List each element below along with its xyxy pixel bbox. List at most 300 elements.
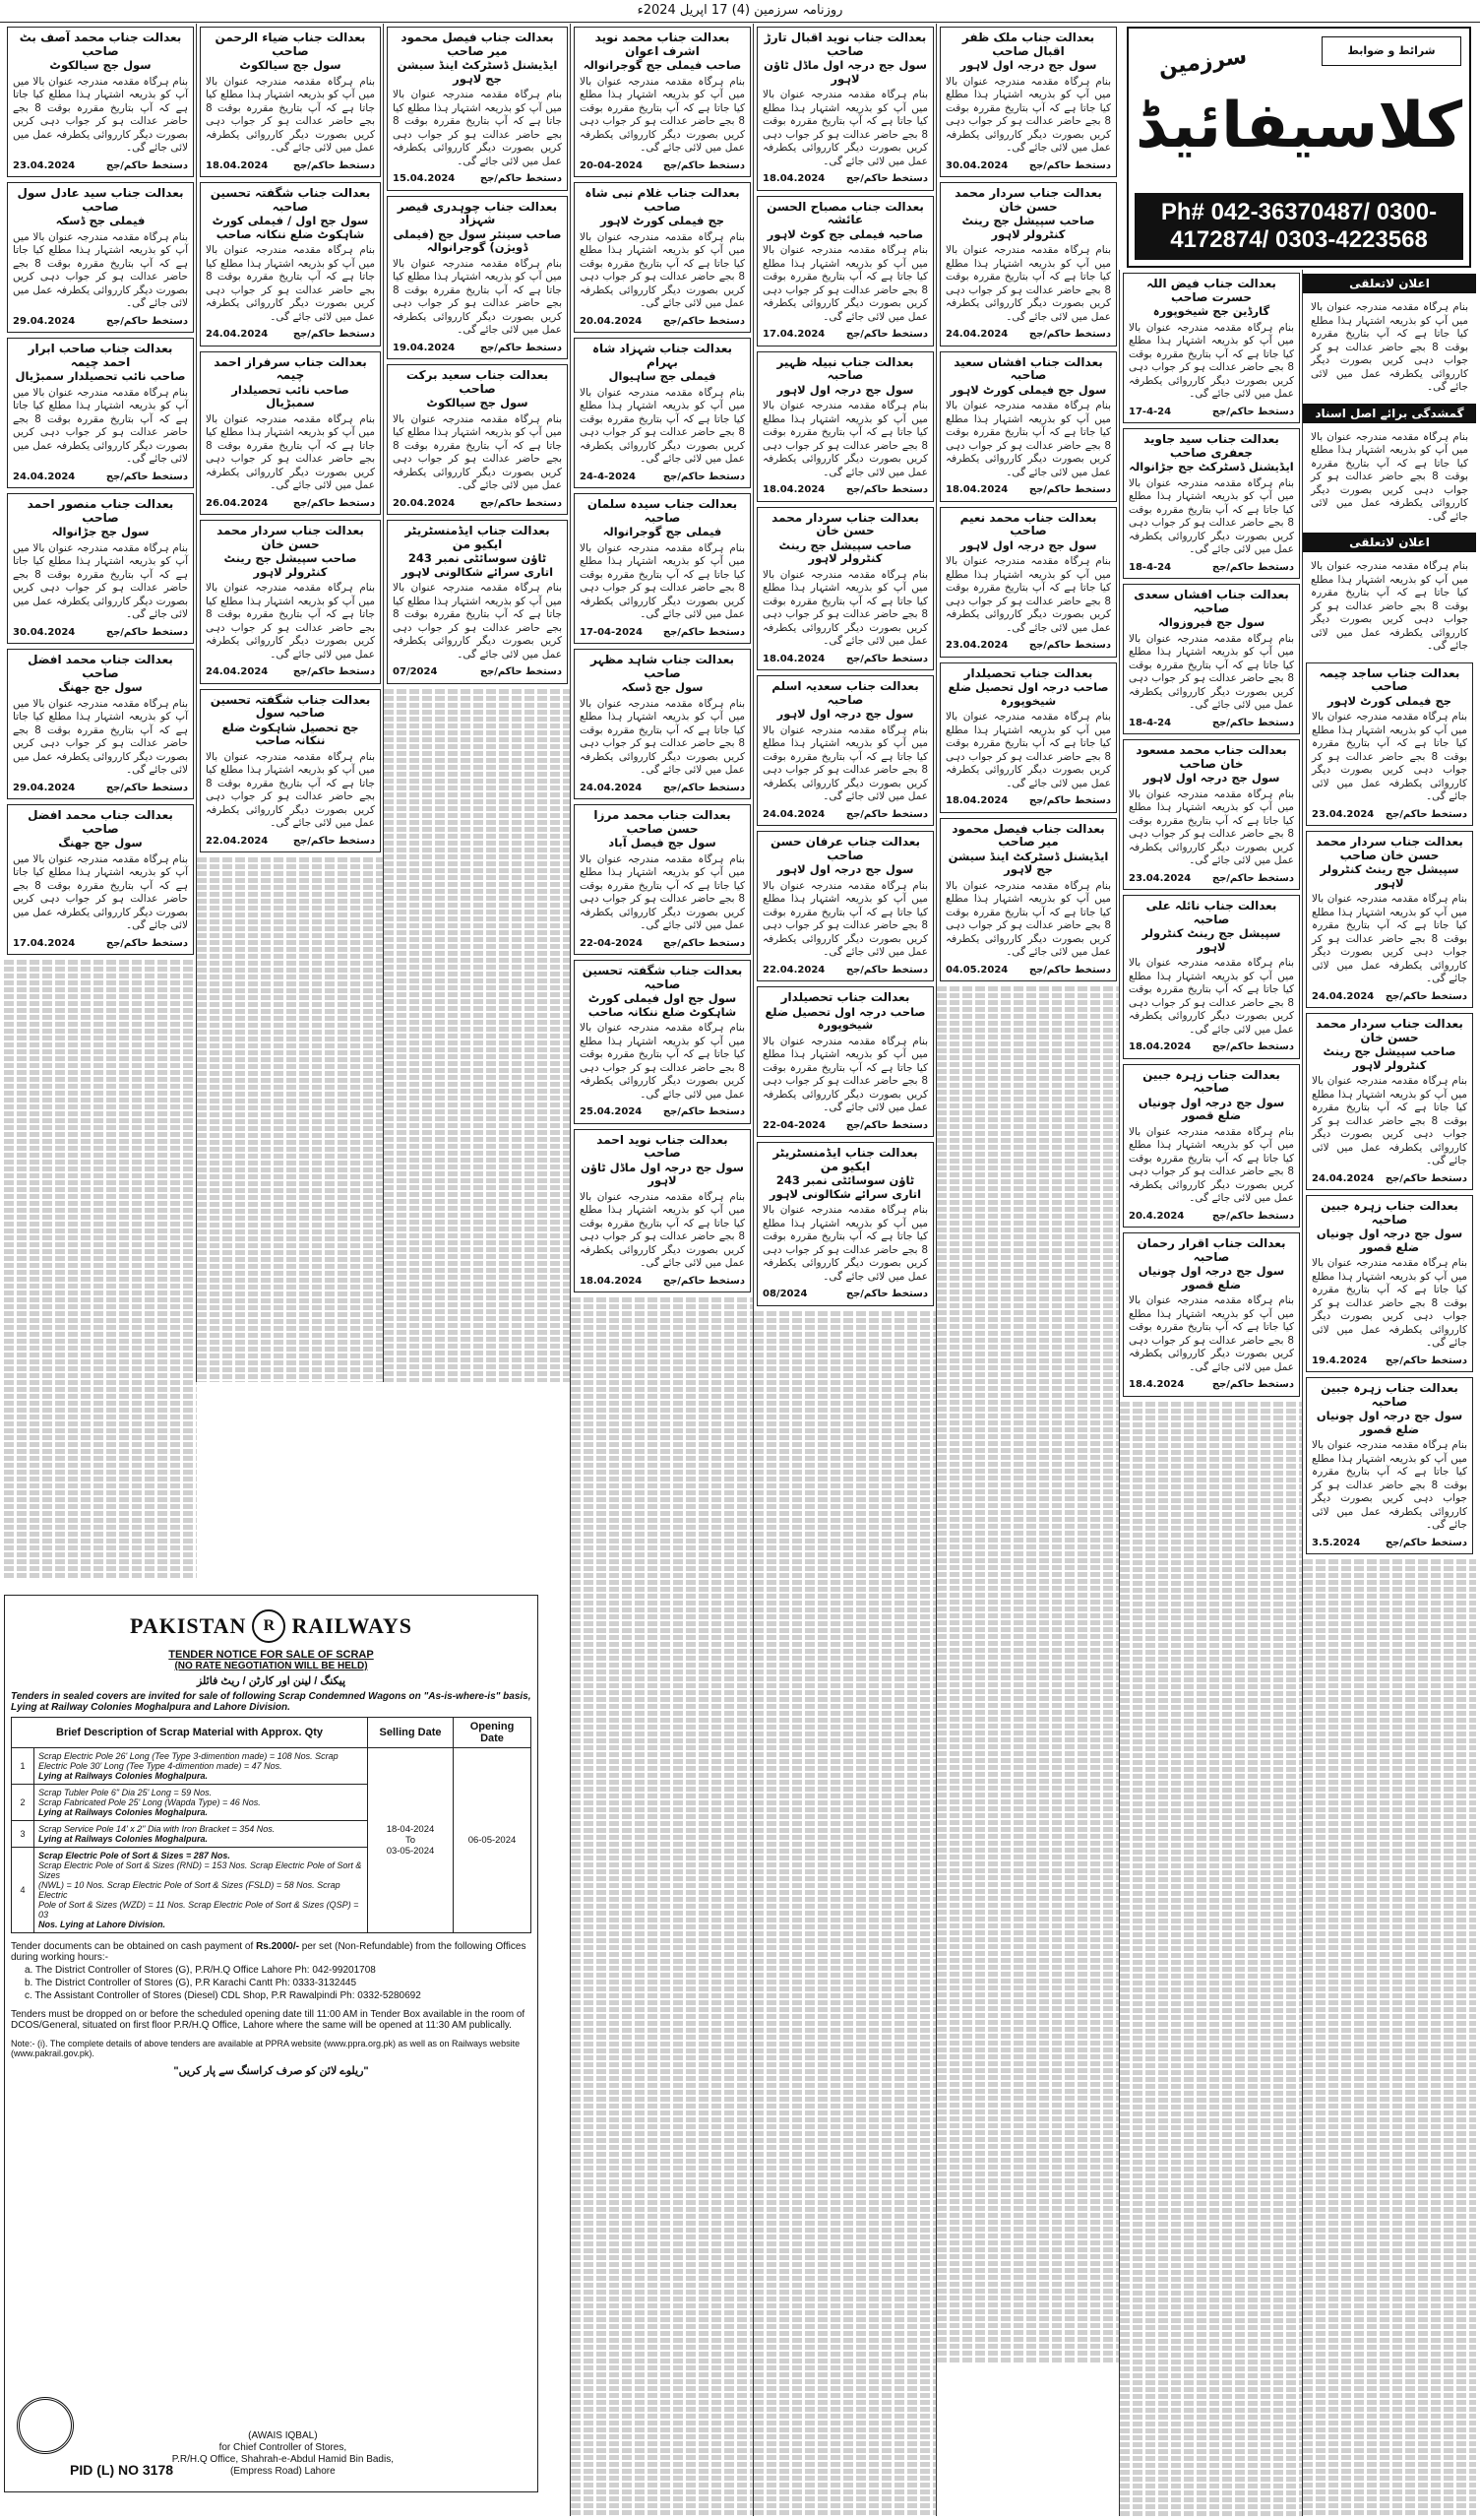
court-title: بعدالت جناب سید جاوید جعفری صاحب [1143, 432, 1279, 460]
notice-date: 24.04.2024 [763, 808, 826, 820]
notice-signature [1312, 1172, 1467, 1186]
court-notice [7, 493, 194, 644]
notice-signature [1129, 1040, 1294, 1054]
row-number: 3 [12, 1821, 34, 1848]
court-notice [7, 338, 194, 488]
notice-signature [1129, 717, 1294, 730]
court-notice [1123, 739, 1300, 890]
phone-numbers: Ph# 042-36370487/ 0300-4172874/ 0303-4223568 [1135, 193, 1463, 260]
court-title: بعدالت جناب شگفتہ تحسین صاحبہ سول [210, 692, 371, 720]
court-name: ایڈیشنل ڈسٹرکٹ جج جڑانوالہ [1129, 460, 1294, 473]
notice-signature [763, 964, 928, 977]
tender-subtitle: (NO RATE NEGOTIATION WILL BE HELD) [174, 1661, 368, 1671]
court-name: سول جج ڈسکہ [621, 680, 704, 694]
court-notice [1123, 273, 1300, 423]
signer-block: (AWAIS IQBAL) for Chief Controller of Stores, P.R/H.Q Office, Shahrah-e-Abdul Hamid Bin Badis, (Empress Road) Lahore [171, 2430, 394, 2477]
court-notice [940, 818, 1117, 982]
court-notice [7, 804, 194, 955]
court-name: سول جج جھنگ [58, 680, 143, 694]
notice-date: 24-4-2024 [580, 471, 637, 482]
notice-date: 29.04.2024 [13, 315, 76, 327]
court-notice [387, 520, 568, 684]
signature-label: دستخط حاکم/جج [1385, 808, 1467, 820]
signature-label: دستخط حاکم/جج [845, 329, 928, 340]
notice-signature [206, 497, 375, 511]
notice-signature [13, 937, 188, 951]
signature-label: دستخط حاکم/جج [845, 173, 928, 184]
court-notice [757, 351, 934, 502]
classified-masthead [1127, 27, 1471, 268]
court-notice [940, 351, 1117, 502]
notice-date: 26.04.2024 [206, 497, 269, 509]
court-title: بعدالت جناب ضیاء الرحمن صاحب [215, 31, 366, 58]
notice-date: 23.04.2024 [13, 159, 76, 171]
notice-date: 17.04.2024 [763, 329, 826, 340]
court-name: سول جج درجہ اول لاہور [1142, 771, 1280, 785]
court-notice [757, 27, 934, 191]
notice-signature [206, 159, 375, 173]
notice-body: بنام ہرگاہ مقدمہ مندرجہ عنوان بالا میں آپ کو بذریعہ اشتہار ہذا مطلع کیا جاتا ہے کہ آپ بتاریخ مقررہ بوقت 8 بجے حاضر عدالت ہو کر جواب دہی کریں بصورت دیگر کارروائی یکطرفہ عمل میں لائی جائے گی۔ [393, 89, 562, 167]
court-title: بعدالت جناب سردار محمد حسن خان [216, 524, 364, 551]
railways-logo [11, 1609, 531, 1643]
notice-body: بنام ہرگاہ مقدمہ مندرجہ عنوان بالا میں آپ کو بذریعہ اشتہار ہذا مطلع کیا جاتا ہے کہ آپ بتاریخ مقررہ بوقت 8 بجے حاضر عدالت ہو کر جواب دہی کریں بصورت دیگر کارروائی یکطرفہ عمل میں لائی جائے گی۔ [393, 412, 562, 491]
signature-label: دستخط حاکم/جج [662, 937, 745, 949]
signature-label: دستخط حاکم/جج [845, 1289, 928, 1299]
notice-date: 18.04.2024 [946, 795, 1009, 806]
notice-date: 22-04-2024 [763, 1119, 826, 1131]
notice-date: 24.04.2024 [206, 666, 269, 677]
notice-body: بنام ہرگاہ مقدمہ مندرجہ عنوان بالا میں آپ کو بذریعہ اشتہار ہذا مطلع کیا جاتا ہے کہ آپ بتاریخ مقررہ بوقت 8 بجے حاضر عدالت ہو کر جواب دہی کریں بصورت دیگر کارروائی یکطرفہ عمل میں لائی جائے گی۔ [1129, 1294, 1294, 1373]
court-notice [574, 804, 751, 955]
notice-body: بنام ہرگاہ مقدمہ مندرجہ عنوان بالا میں آپ کو بذریعہ اشتہار ہذا مطلع کیا جاتا ہے کہ آپ بتاریخ مقررہ بوقت 8 بجے حاضر عدالت ہو کر جواب دہی کریں بصورت دیگر کارروائی یکطرفہ عمل میں لائی جائے گی۔ [13, 852, 188, 931]
court-title: بعدالت جناب سردار محمد حسن خان [955, 186, 1102, 214]
notice-body: بنام ہرگاہ مقدمہ مندرجہ عنوان بالا میں آپ کو بذریعہ اشتہار ہذا مطلع کیا جاتا ہے کہ آپ بتاریخ مقررہ بوقت 8 بجے حاضر عدالت ہو کر جواب دہی کریں بصورت دیگر کارروائی یکطرفہ عمل میں لائی جائے گی۔ [580, 1190, 745, 1269]
court-name: سول جج فیروزوالہ [1157, 615, 1265, 629]
court-notice [757, 507, 934, 671]
court-notice [940, 507, 1117, 658]
notice-signature [946, 328, 1111, 342]
notice-signature [763, 483, 928, 497]
terms-box: شرائط و ضوابط [1322, 36, 1461, 66]
court-notice [1123, 584, 1300, 734]
court-name: فیملی جج ساہیوال [608, 369, 716, 383]
notice-date: 30.04.2024 [946, 159, 1009, 171]
court-title: بعدالت جناب عرفان حسن صاحب [770, 835, 921, 862]
court-title: بعدالت جناب سردار محمد حسن خان [771, 510, 919, 537]
notice-signature [763, 1119, 928, 1133]
railways-seal-icon [17, 2397, 74, 2454]
signature-label: دستخط حاکم/جج [292, 835, 375, 847]
court-title: بعدالت جناب محمد نوید اشرف اعوان [594, 31, 730, 58]
notice-signature [763, 1288, 928, 1301]
court-notice [574, 338, 751, 488]
court-notice [1306, 1377, 1473, 1554]
signature-label: دستخط حاکم/جج [845, 808, 928, 820]
signature-label: دستخط حاکم/جج [479, 342, 562, 353]
notice-body: بنام ہرگاہ مقدمہ مندرجہ عنوان بالا میں آپ کو بذریعہ اشتہار ہذا مطلع کیا جاتا ہے کہ آپ بتاریخ مقررہ بوقت 8 بجے حاضر عدالت ہو کر جواب دہی کریں بصورت دیگر کارروائی یکطرفہ عمل میں لائی جائے گی۔ [1312, 711, 1467, 802]
notice-signature [763, 172, 928, 186]
notice-date: 18.04.2024 [946, 484, 1009, 495]
signature-label: دستخط حاکم/جج [105, 471, 188, 482]
notice-signature [1129, 561, 1294, 575]
court-title: بعدالت جناب افشاں سعید صاحبہ [954, 354, 1103, 382]
tender-title: TENDER NOTICE FOR SALE OF SCRAP [168, 1649, 374, 1661]
signature-label: دستخط حاکم/جج [105, 937, 188, 949]
signature-label: دستخط حاکم/جج [1211, 872, 1294, 884]
notice-signature [946, 794, 1111, 808]
court-name: سول جج درجہ اول لاہور [776, 382, 914, 397]
notice-signature [1129, 1378, 1294, 1392]
signature-label: دستخط حاکم/جج [1211, 561, 1294, 573]
notice-date: 24.04.2024 [13, 471, 76, 482]
court-notice [1123, 895, 1300, 1059]
court-name: فیملی جج گوجرانوالہ [602, 525, 722, 538]
court-name: صاحب سپیشل جج رینٹ کنٹرولر لاہور [778, 537, 912, 565]
signature-label: دستخط حاکم/جج [292, 666, 375, 677]
column-2 [196, 24, 384, 1382]
notice-signature [393, 172, 562, 186]
notice-date: 18.04.2024 [580, 1275, 643, 1287]
court-name: ایڈیشنل ڈسٹرکٹ اینڈ سیشن جج لاہور [948, 849, 1109, 876]
notice-date: 24.04.2024 [1312, 1172, 1375, 1184]
court-notice [1123, 1064, 1300, 1228]
notice-signature [580, 471, 745, 484]
column-5 [753, 24, 937, 2516]
court-title: بعدالت جناب سردار محمد حسن خان صاحب [1316, 835, 1463, 862]
court-notice [200, 520, 381, 684]
court-title: بعدالت جناب محمد آصف بٹ صاحب [19, 31, 182, 58]
signature-label: دستخط حاکم/جج [662, 471, 745, 482]
signature-label: دستخط حاکم/جج [292, 497, 375, 509]
court-notice [574, 493, 751, 644]
notice-signature [393, 665, 562, 679]
signature-label: دستخط حاکم/جج [479, 497, 562, 509]
notice-date: 23.04.2024 [1129, 872, 1192, 884]
court-name: سول جج اول / فیملی کورٹ شاہکوٹ ضلع ننکانہ صاحب [212, 214, 369, 241]
column-filler [937, 986, 1120, 2362]
court-title: بعدالت جناب افشاں سعدی صاحبہ [1134, 588, 1289, 615]
notice-signature [946, 964, 1111, 977]
court-notice [200, 689, 381, 853]
column-filler [197, 857, 384, 1382]
court-name: صاحب سپیشل جج رینٹ کنٹرولر لاہور [223, 551, 357, 579]
court-notice [1306, 1195, 1473, 1372]
signature-label: دستخط حاکم/جج [662, 1275, 745, 1287]
signature-label: دستخط حاکم/جج [662, 782, 745, 793]
court-notice [7, 27, 194, 177]
row-description: Scrap Electric Pole 26' Long (Tee Type 3-dimention made) = 108 Nos. Scrap Electric Pole 30' Long (Tee Type 4-dimention made) = 47 Nos. Lying at Railways Colonies Moghalpura. [34, 1748, 368, 1785]
court-title: بعدالت جناب محمد مسعود خان صاحب [1136, 743, 1287, 771]
row-description: Scrap Service Pole 14' x 2" Dia with Iron Bracket = 354 Nos. Lying at Railways Colonies Moghalpura. [34, 1821, 368, 1848]
court-name: صاحب سپیشل جج رینٹ کنٹرولر لاہور [961, 214, 1095, 241]
court-name: سول جج فیصل آباد [608, 836, 716, 850]
header-opening-date: Opening Date [454, 1718, 531, 1748]
court-name: سول جج درجہ اول ماڈل ٹاؤن لاہور [581, 1160, 744, 1187]
court-notice [1123, 428, 1300, 579]
notice-date: 07/2024 [393, 666, 438, 677]
notice-date: 29.04.2024 [13, 782, 76, 793]
notice-date: 30.04.2024 [13, 626, 76, 638]
court-name: سول جج درجہ اول لاہور [959, 537, 1097, 552]
signature-label: دستخط حاکم/جج [1211, 406, 1294, 417]
notice-date: 18.4.2024 [1129, 1379, 1185, 1390]
notice-body: بنام ہرگاہ مقدمہ مندرجہ عنوان بالا میں آپ کو بذریعہ اشتہار ہذا مطلع کیا جاتا ہے کہ آپ بتاریخ مقررہ بوقت 8 بجے حاضر عدالت ہو کر جواب دہی کریں بصورت دیگر کارروائی یکطرفہ عمل میں لائی جائے گی۔ [763, 244, 928, 323]
signature-label: دستخط حاکم/جج [1385, 1537, 1467, 1548]
notice-body: بنام ہرگاہ مقدمہ مندرجہ عنوان بالا میں آپ کو بذریعہ اشتہار ہذا مطلع کیا جاتا ہے کہ آپ بتاریخ مقررہ بوقت 8 بجے حاضر عدالت ہو کر جواب دہی کریں بصورت دیگر کارروائی یکطرفہ عمل میں لائی جائے گی۔ [1129, 476, 1294, 555]
court-notice [940, 27, 1117, 177]
tender-footer [11, 2375, 531, 2484]
notice-signature [13, 626, 188, 640]
notice-body: بنام ہرگاہ مقدمہ مندرجہ عنوان بالا میں آپ کو بذریعہ اشتہار ہذا مطلع کیا جاتا ہے کہ آپ بتاریخ مقررہ بوقت 8 بجے حاضر عدالت ہو کر جواب دہی کریں بصورت دیگر کارروائی یکطرفہ عمل میں لائی جائے گی۔ [206, 750, 375, 829]
notice-signature [763, 328, 928, 342]
signature-label: دستخط حاکم/جج [105, 626, 188, 638]
pid-number: PID (L) NO 3178 [70, 2462, 174, 2478]
disclaimer-heading: اعلان لاتعلقی [1303, 533, 1476, 552]
notice-body: بنام ہرگاہ مقدمہ مندرجہ عنوان بالا میں آپ کو بذریعہ اشتہار ہذا مطلع کیا جاتا ہے کہ آپ بتاریخ مقررہ بوقت 8 بجے حاضر عدالت ہو کر جواب دہی کریں بصورت دیگر کارروائی یکطرفہ عمل میں لائی جائے گی۔ [13, 697, 188, 776]
court-title: بعدالت جناب ملک ظفر اقبال صاحب [961, 31, 1095, 58]
brand-title: کلاسیفائیڈ [1135, 90, 1463, 162]
court-title: بعدالت جناب نائلہ علی صاحبہ [1145, 899, 1277, 926]
notice-signature [946, 159, 1111, 173]
office-item: b. The District Controller of Stores (G), P.R Karachi Cantt Ph: 0333-3132445 [25, 1978, 357, 1988]
column-filler [754, 1311, 937, 2517]
notice-date: 23.04.2024 [1312, 808, 1375, 820]
court-title: بعدالت جناب صاحب ابرار احمد چیمہ [28, 342, 173, 369]
court-title: بعدالت جناب ایڈمنسٹریٹر ایکیو من [772, 1146, 918, 1173]
signature-label: دستخط حاکم/جج [1028, 640, 1111, 651]
notice-body: بنام ہرگاہ مقدمہ مندرجہ عنوان بالا میں آپ کو بذریعہ اشتہار ہذا مطلع کیا جاتا ہے کہ آپ بتاریخ مقررہ بوقت 8 بجے حاضر عدالت ہو کر جواب دہی کریں بصورت دیگر کارروائی یکطرفہ عمل میں لائی جائے گی۔ [393, 582, 562, 661]
court-title: بعدالت جناب چوہدری قیصر شہزاد [397, 199, 558, 226]
court-name: صاحب سپیشل جج رینٹ کنٹرولر لاہور [1323, 1044, 1456, 1072]
notice-signature [580, 159, 745, 173]
court-title: بعدالت جناب منصور احمد صاحب [27, 497, 174, 525]
notice-date: 20-04-2024 [580, 159, 643, 171]
court-name: فیملی جج ڈسکہ [55, 214, 146, 227]
notice-date: 22.04.2024 [763, 964, 826, 976]
notice-signature [1312, 808, 1467, 822]
court-name: سول جج درجہ اول چونیاں ضلع قصور [1138, 1095, 1285, 1122]
court-name: صاحبہ فیملی جج کوٹ لاہور [767, 226, 924, 241]
notice-body: بنام ہرگاہ مقدمہ مندرجہ عنوان بالا میں آپ کو بذریعہ اشتہار ہذا مطلع کیا جاتا ہے کہ آپ بتاریخ مقررہ بوقت 8 بجے حاضر عدالت ہو کر جواب دہی کریں بصورت دیگر کارروائی یکطرفہ عمل میں لائی جائے گی۔ [580, 230, 745, 309]
column-4 [570, 24, 754, 2516]
notice-signature [393, 342, 562, 355]
court-title: بعدالت جناب ساجد چیمہ صاحب [1319, 665, 1460, 693]
court-name: سول جج سیالکوٹ [426, 396, 528, 410]
office-item: a. The District Controller of Stores (G), P.R/H.Q Office Lahore Ph: 042-99201708 [25, 1965, 376, 1976]
notice-date: 18.04.2024 [763, 173, 826, 184]
court-notice [7, 182, 194, 333]
notice-signature [580, 1105, 745, 1119]
notice-body: بنام ہرگاہ مقدمہ مندرجہ عنوان بالا میں آپ کو بذریعہ اشتہار ہذا مطلع کیا جاتا ہے کہ آپ بتاریخ مقررہ بوقت 8 بجے حاضر عدالت ہو کر جواب دہی کریں بصورت دیگر کارروائی یکطرفہ عمل میں لائی جائے گی۔ [13, 541, 188, 620]
court-title: بعدالت جناب سرفراز احمد چیمہ [214, 354, 367, 382]
notice-text: بنام ہرگاہ مقدمہ مندرجہ عنوان بالا میں آپ کو بذریعہ اشتہار ہذا مطلع کیا جاتا ہے کہ آپ بتاریخ مقررہ بوقت 8 بجے حاضر عدالت ہو کر جواب دہی کریں بصورت دیگر کارروائی یکطرفہ عمل میں لائی جائے گی۔ [1311, 560, 1469, 652]
court-name: سول جج درجہ اول لاہور [776, 707, 914, 721]
notice-signature [13, 159, 188, 173]
notice-signature [580, 782, 745, 795]
court-title: بعدالت جناب غلام نبی شاہ صاحب [585, 186, 740, 214]
court-notice [757, 675, 934, 826]
notice-date: 3.5.2024 [1312, 1537, 1361, 1548]
notice-date: 04.05.2024 [946, 964, 1009, 976]
signature-label: دستخط حاکم/جج [1385, 1172, 1467, 1184]
signature-label: دستخط حاکم/جج [1028, 329, 1111, 340]
notice-body: بنام ہرگاہ مقدمہ مندرجہ عنوان بالا میں آپ کو بذریعہ اشتہار ہذا مطلع کیا جاتا ہے کہ آپ بتاریخ مقررہ بوقت 8 بجے حاضر عدالت ہو کر جواب دہی کریں بصورت دیگر کارروائی یکطرفہ عمل میں لائی جائے گی۔ [763, 724, 928, 802]
notice-body: بنام ہرگاہ مقدمہ مندرجہ عنوان بالا میں آپ کو بذریعہ اشتہار ہذا مطلع کیا جاتا ہے کہ آپ بتاریخ مقررہ بوقت 8 بجے حاضر عدالت ہو کر جواب دہی کریں بصورت دیگر کارروائی یکطرفہ عمل میں لائی جائے گی۔ [206, 244, 375, 323]
notice-signature [946, 483, 1111, 497]
notice-body: بنام ہرگاہ مقدمہ مندرجہ عنوان بالا میں آپ کو بذریعہ اشتہار ہذا مطلع کیا جاتا ہے کہ آپ بتاریخ مقررہ بوقت 8 بجے حاضر عدالت ہو کر جواب دہی کریں بصورت دیگر کارروائی یکطرفہ عمل میں لائی جائے گی۔ [946, 75, 1111, 154]
notice-date: 17.04.2024 [13, 937, 76, 949]
signature-label: دستخط حاکم/جج [479, 666, 562, 677]
court-title: بعدالت جناب اقرار رحمان صاحبہ [1137, 1236, 1286, 1264]
court-title: بعدالت جناب محمد نعیم صاحب [959, 510, 1097, 537]
court-title: بعدالت جناب محمد افضل صاحب [28, 808, 173, 836]
scrap-table [11, 1717, 531, 1933]
court-notice [1123, 1232, 1300, 1397]
court-name: سول جج اول فیملی کورٹ شاہکوٹ ضلع ننکانہ صاحب [587, 991, 737, 1019]
notice-signature [1129, 872, 1294, 886]
court-name: سپیشل جج رینٹ کنٹرولر لاہور [1320, 862, 1459, 890]
notice-body: بنام ہرگاہ مقدمہ مندرجہ عنوان بالا میں آپ کو بذریعہ اشتہار ہذا مطلع کیا جاتا ہے کہ آپ بتاریخ مقررہ بوقت 8 بجے حاضر عدالت ہو کر جواب دہی کریں بصورت دیگر کارروائی یکطرفہ عمل میں لائی جائے گی۔ [1129, 632, 1294, 711]
notice-signature [763, 653, 928, 666]
railways-brand-right: RAILWAYS [291, 1613, 412, 1638]
court-name: صاحب درجہ اول تحصیل ضلع شیخوپورہ [948, 680, 1109, 708]
court-name: ٹاؤن سوسائٹی نمبر 243 اتاری سرائے شکالونی لاہور [401, 551, 554, 579]
notice-body: بنام ہرگاہ مقدمہ مندرجہ عنوان بالا میں آپ کو بذریعہ اشتہار ہذا مطلع کیا جاتا ہے کہ آپ بتاریخ مقررہ بوقت 8 بجے حاضر عدالت ہو کر جواب دہی کریں بصورت دیگر کارروائی یکطرفہ عمل میں لائی جائے گی۔ [580, 852, 745, 931]
notice-body: بنام ہرگاہ مقدمہ مندرجہ عنوان بالا میں آپ کو بذریعہ اشتہار ہذا مطلع کیا جاتا ہے کہ آپ بتاریخ مقررہ بوقت 8 بجے حاضر عدالت ہو کر جواب دہی کریں بصورت دیگر کارروائی یکطرفہ عمل میں لائی جائے گی۔ [1129, 957, 1294, 1036]
court-name: جج تحصیل شاہکوٹ ضلع ننکانہ صاحب [221, 720, 359, 747]
court-notice [200, 27, 381, 177]
notice-date: 17-4-24 [1129, 406, 1172, 417]
court-title: بعدالت جناب سید عادل سول صاحب [17, 186, 184, 214]
notice-date: 18-4-24 [1129, 561, 1172, 573]
court-title: بعدالت جناب شہزاد شاہ بہرام [591, 342, 733, 369]
court-title: بعدالت جناب سعدیہ اسلم صاحبہ [771, 679, 919, 707]
notice-date: 24.04.2024 [946, 329, 1009, 340]
court-name: سول جج درجہ اول چونیاں ضلع قصور [1138, 1264, 1285, 1292]
railways-emblem-icon: R [252, 1609, 285, 1643]
office-list [11, 1965, 531, 2001]
court-name: سول جج جڑانوالہ [51, 525, 150, 538]
court-title: بعدالت جناب فیصل محمود میر صاحب [401, 31, 554, 58]
header-description: Brief Description of Scrap Material with Approx. Qty [12, 1718, 368, 1748]
notice-date: 18-4-24 [1129, 717, 1172, 728]
court-title: بعدالت جناب زہرہ جبین صاحبہ [1321, 1381, 1458, 1409]
court-notice [1306, 1013, 1473, 1190]
notice-date: 18.04.2024 [1129, 1041, 1192, 1052]
railways-tender-notice [4, 1595, 538, 2492]
court-notice [757, 196, 934, 346]
notice-body: بنام ہرگاہ مقدمہ مندرجہ عنوان بالا میں آپ کو بذریعہ اشتہار ہذا مطلع کیا جاتا ہے کہ آپ بتاریخ مقررہ بوقت 8 بجے حاضر عدالت ہو کر جواب دہی کریں بصورت دیگر کارروائی یکطرفہ عمل میں لائی جائے گی۔ [1312, 1257, 1467, 1349]
notice-date: 25.04.2024 [580, 1106, 643, 1117]
court-notice [1306, 831, 1473, 1008]
notice-date: 18.04.2024 [763, 653, 826, 664]
notice-date: 22.04.2024 [206, 835, 269, 847]
notice-signature [580, 937, 745, 951]
column-1 [4, 24, 197, 1579]
notice-date: 19.04.2024 [393, 342, 456, 353]
notice-body: بنام ہرگاہ مقدمہ مندرجہ عنوان بالا میں آپ کو بذریعہ اشتہار ہذا مطلع کیا جاتا ہے کہ آپ بتاریخ مقررہ بوقت 8 بجے حاضر عدالت ہو کر جواب دہی کریں بصورت دیگر کارروائی یکطرفہ عمل میں لائی جائے گی۔ [946, 711, 1111, 789]
signature-label: دستخط حاکم/جج [845, 964, 928, 976]
court-notice [1306, 662, 1473, 827]
row-description: Scrap Tubler Pole 6" Dia 25' Long = 59 Nos. Scrap Fabricated Pole 25' Long (Wapda Type) = 46 Nos. Lying at Railways Colonies Moghalpura. [34, 1785, 368, 1821]
notice-date: 08/2024 [763, 1289, 808, 1299]
notice-body: بنام ہرگاہ مقدمہ مندرجہ عنوان بالا میں آپ کو بذریعہ اشتہار ہذا مطلع کیا جاتا ہے کہ آپ بتاریخ مقررہ بوقت 8 بجے حاضر عدالت ہو کر جواب دہی کریں بصورت دیگر کارروائی یکطرفہ عمل میں لائی جائے گی۔ [580, 697, 745, 776]
court-name: ٹاؤن سوسائٹی نمبر 243 اتاری سرائے شکالونی لاہور [769, 1173, 922, 1201]
court-notice [574, 182, 751, 333]
court-notice [200, 182, 381, 346]
court-notice [200, 351, 381, 516]
court-notice [574, 27, 751, 177]
court-title: بعدالت جناب مصباح الحسن عائشہ [767, 199, 924, 226]
court-name: سول جج درجہ اول چونیاں ضلع قصور [1316, 1227, 1463, 1254]
court-name: صاحب نائب تحصیلدار سمبڑیال [231, 382, 349, 410]
court-name: سول جج درجہ اول لاہور [776, 862, 914, 876]
notice-body: بنام ہرگاہ مقدمہ مندرجہ عنوان بالا میں آپ کو بذریعہ اشتہار ہذا مطلع کیا جاتا ہے کہ آپ بتاریخ مقررہ بوقت 8 بجے حاضر عدالت ہو کر جواب دہی کریں بصورت دیگر کارروائی یکطرفہ عمل میں لائی جائے گی۔ [1312, 1439, 1467, 1531]
notice-body: بنام ہرگاہ مقدمہ مندرجہ عنوان بالا میں آپ کو بذریعہ اشتہار ہذا مطلع کیا جاتا ہے کہ آپ بتاریخ مقررہ بوقت 8 بجے حاضر عدالت ہو کر جواب دہی کریں بصورت دیگر کارروائی یکطرفہ عمل میں لائی جائے گی۔ [763, 1035, 928, 1113]
court-title: بعدالت جناب شاہد مظہر صاحب [589, 653, 735, 680]
office-item: c. The Assistant Controller of Stores (Diesel) CDL Shop, P.R Rawalpindi Ph: 0332-5280692 [25, 1990, 421, 2001]
court-title: بعدالت جناب زہرہ جبین صاحبہ [1142, 1067, 1280, 1095]
column-filler [571, 1297, 754, 2516]
notice-signature [1129, 1210, 1294, 1224]
court-name: جج فیملی کورٹ لاہور [599, 214, 725, 227]
signature-label: دستخط حاکم/جج [662, 1106, 745, 1117]
court-notice [940, 182, 1117, 346]
notice-signature [1129, 406, 1294, 419]
court-name: سول جج سیالکوٹ [239, 58, 341, 72]
notice-signature [580, 315, 745, 329]
signature-label: دستخط حاکم/جج [662, 626, 745, 638]
court-title: بعدالت جناب محمد مرزا حسن صاحب [593, 808, 731, 836]
notice-signature [206, 665, 375, 679]
notice-body: بنام ہرگاہ مقدمہ مندرجہ عنوان بالا میں آپ کو بذریعہ اشتہار ہذا مطلع کیا جاتا ہے کہ آپ بتاریخ مقررہ بوقت 8 بجے حاضر عدالت ہو کر جواب دہی کریں بصورت دیگر کارروائی یکطرفہ عمل میں لائی جائے گی۔ [580, 541, 745, 620]
court-title: بعدالت جناب شگفتہ تحسین صاحبہ [210, 186, 371, 214]
column-filler [1120, 1402, 1303, 2517]
row-number: 2 [12, 1785, 34, 1821]
court-name: گارڈین جج شیخوپورہ [1152, 304, 1270, 318]
column-3 [383, 24, 571, 1382]
notice-body: بنام ہرگاہ مقدمہ مندرجہ عنوان بالا میں آپ کو بذریعہ اشتہار ہذا مطلع کیا جاتا ہے کہ آپ بتاریخ مقررہ بوقت 8 بجے حاضر عدالت ہو کر جواب دہی کریں بصورت دیگر کارروائی یکطرفہ عمل میں لائی جائے گی۔ [13, 230, 188, 309]
signature-label: دستخط حاکم/جج [1028, 484, 1111, 495]
court-title: بعدالت جناب محمد افضل صاحب [28, 653, 173, 680]
notice-date: 23.04.2024 [946, 640, 1009, 651]
notice-body: بنام ہرگاہ مقدمہ مندرجہ عنوان بالا میں آپ کو بذریعہ اشتہار ہذا مطلع کیا جاتا ہے کہ آپ بتاریخ مقررہ بوقت 8 بجے حاضر عدالت ہو کر جواب دہی کریں بصورت دیگر کارروائی یکطرفہ عمل میں لائی جائے گی۔ [1129, 321, 1294, 400]
header-selling-date: Selling Date [368, 1718, 454, 1748]
court-name: سول جج درجہ اول ماڈل ٹاؤن لاہور [764, 58, 927, 86]
court-name: سول جج درجہ اول چونیاں ضلع قصور [1316, 1409, 1463, 1436]
court-notice [757, 986, 934, 1137]
notice-body: بنام ہرگاہ مقدمہ مندرجہ عنوان بالا میں آپ کو بذریعہ اشتہار ہذا مطلع کیا جاتا ہے کہ آپ بتاریخ مقررہ بوقت 8 بجے حاضر عدالت ہو کر جواب دہی کریں بصورت دیگر کارروائی یکطرفہ عمل میں لائی جائے گی۔ [763, 1204, 928, 1283]
notice-body: بنام ہرگاہ مقدمہ مندرجہ عنوان بالا میں آپ کو بذریعہ اشتہار ہذا مطلع کیا جاتا ہے کہ آپ بتاریخ مقررہ بوقت 8 بجے حاضر عدالت ہو کر جواب دہی کریں بصورت دیگر کارروائی یکطرفہ عمل میں لائی جائے گی۔ [946, 879, 1111, 958]
notice-body: بنام ہرگاہ مقدمہ مندرجہ عنوان بالا میں آپ کو بذریعہ اشتہار ہذا مطلع کیا جاتا ہے کہ آپ بتاریخ مقررہ بوقت 8 بجے حاضر عدالت ہو کر جواب دہی کریں بصورت دیگر کارروائی یکطرفہ عمل میں لائی جائے گی۔ [763, 879, 928, 958]
court-title: بعدالت جناب تحصیلدار [963, 665, 1093, 680]
court-notice [757, 1142, 934, 1306]
court-notice [387, 27, 568, 191]
court-title: بعدالت جناب زہرہ جبین صاحبہ [1321, 1199, 1458, 1227]
lost-documents-heading: گمشدگی برائے اصل اسناد [1303, 404, 1476, 423]
notice-text: بنام ہرگاہ مقدمہ مندرجہ عنوان بالا میں آپ کو بذریعہ اشتہار ہذا مطلع کیا جاتا ہے کہ آپ بتاریخ مقررہ بوقت 8 بجے حاضر عدالت ہو کر جواب دہی کریں بصورت دیگر کارروائی یکطرفہ عمل میں لائی جائے گی۔ [1311, 430, 1469, 523]
notice-body: بنام ہرگاہ مقدمہ مندرجہ عنوان بالا میں آپ کو بذریعہ اشتہار ہذا مطلع کیا جاتا ہے کہ آپ بتاریخ مقررہ بوقت 8 بجے حاضر عدالت ہو کر جواب دہی کریں بصورت دیگر کارروائی یکطرفہ عمل میں لائی جائے گی۔ [580, 386, 745, 465]
notice-signature [580, 1275, 745, 1289]
signature-label: دستخط حاکم/جج [105, 782, 188, 793]
court-name: سول جج فیملی کورٹ لاہور [950, 382, 1107, 397]
notice-body: بنام ہرگاہ مقدمہ مندرجہ عنوان بالا میں آپ کو بذریعہ اشتہار ہذا مطلع کیا جاتا ہے کہ آپ بتاریخ مقررہ بوقت 8 بجے حاضر عدالت ہو کر جواب دہی کریں بصورت دیگر کارروائی یکطرفہ عمل میں لائی جائے گی۔ [393, 257, 562, 336]
tender-intro: Tenders in sealed covers are invited for sale of following Scrap Condemned Wagons on "As-is-where-is" basis, Lying at Railway Colonies Moghalpura and Lahore Division. [11, 1691, 531, 1713]
notice-signature [1312, 1537, 1467, 1550]
notice-body: بنام ہرگاہ مقدمہ مندرجہ عنوان بالا میں آپ کو بذریعہ اشتہار ہذا مطلع کیا جاتا ہے کہ آپ بتاریخ مقررہ بوقت 8 بجے حاضر عدالت ہو کر جواب دہی کریں بصورت دیگر کارروائی یکطرفہ عمل میں لائی جائے گی۔ [763, 568, 928, 647]
signature-label: دستخط حاکم/جج [479, 173, 562, 184]
notice-body: بنام ہرگاہ مقدمہ مندرجہ عنوان بالا میں آپ کو بذریعہ اشتہار ہذا مطلع کیا جاتا ہے کہ آپ بتاریخ مقررہ بوقت 8 بجے حاضر عدالت ہو کر جواب دہی کریں بصورت دیگر کارروائی یکطرفہ عمل میں لائی جائے گی۔ [1312, 893, 1467, 984]
